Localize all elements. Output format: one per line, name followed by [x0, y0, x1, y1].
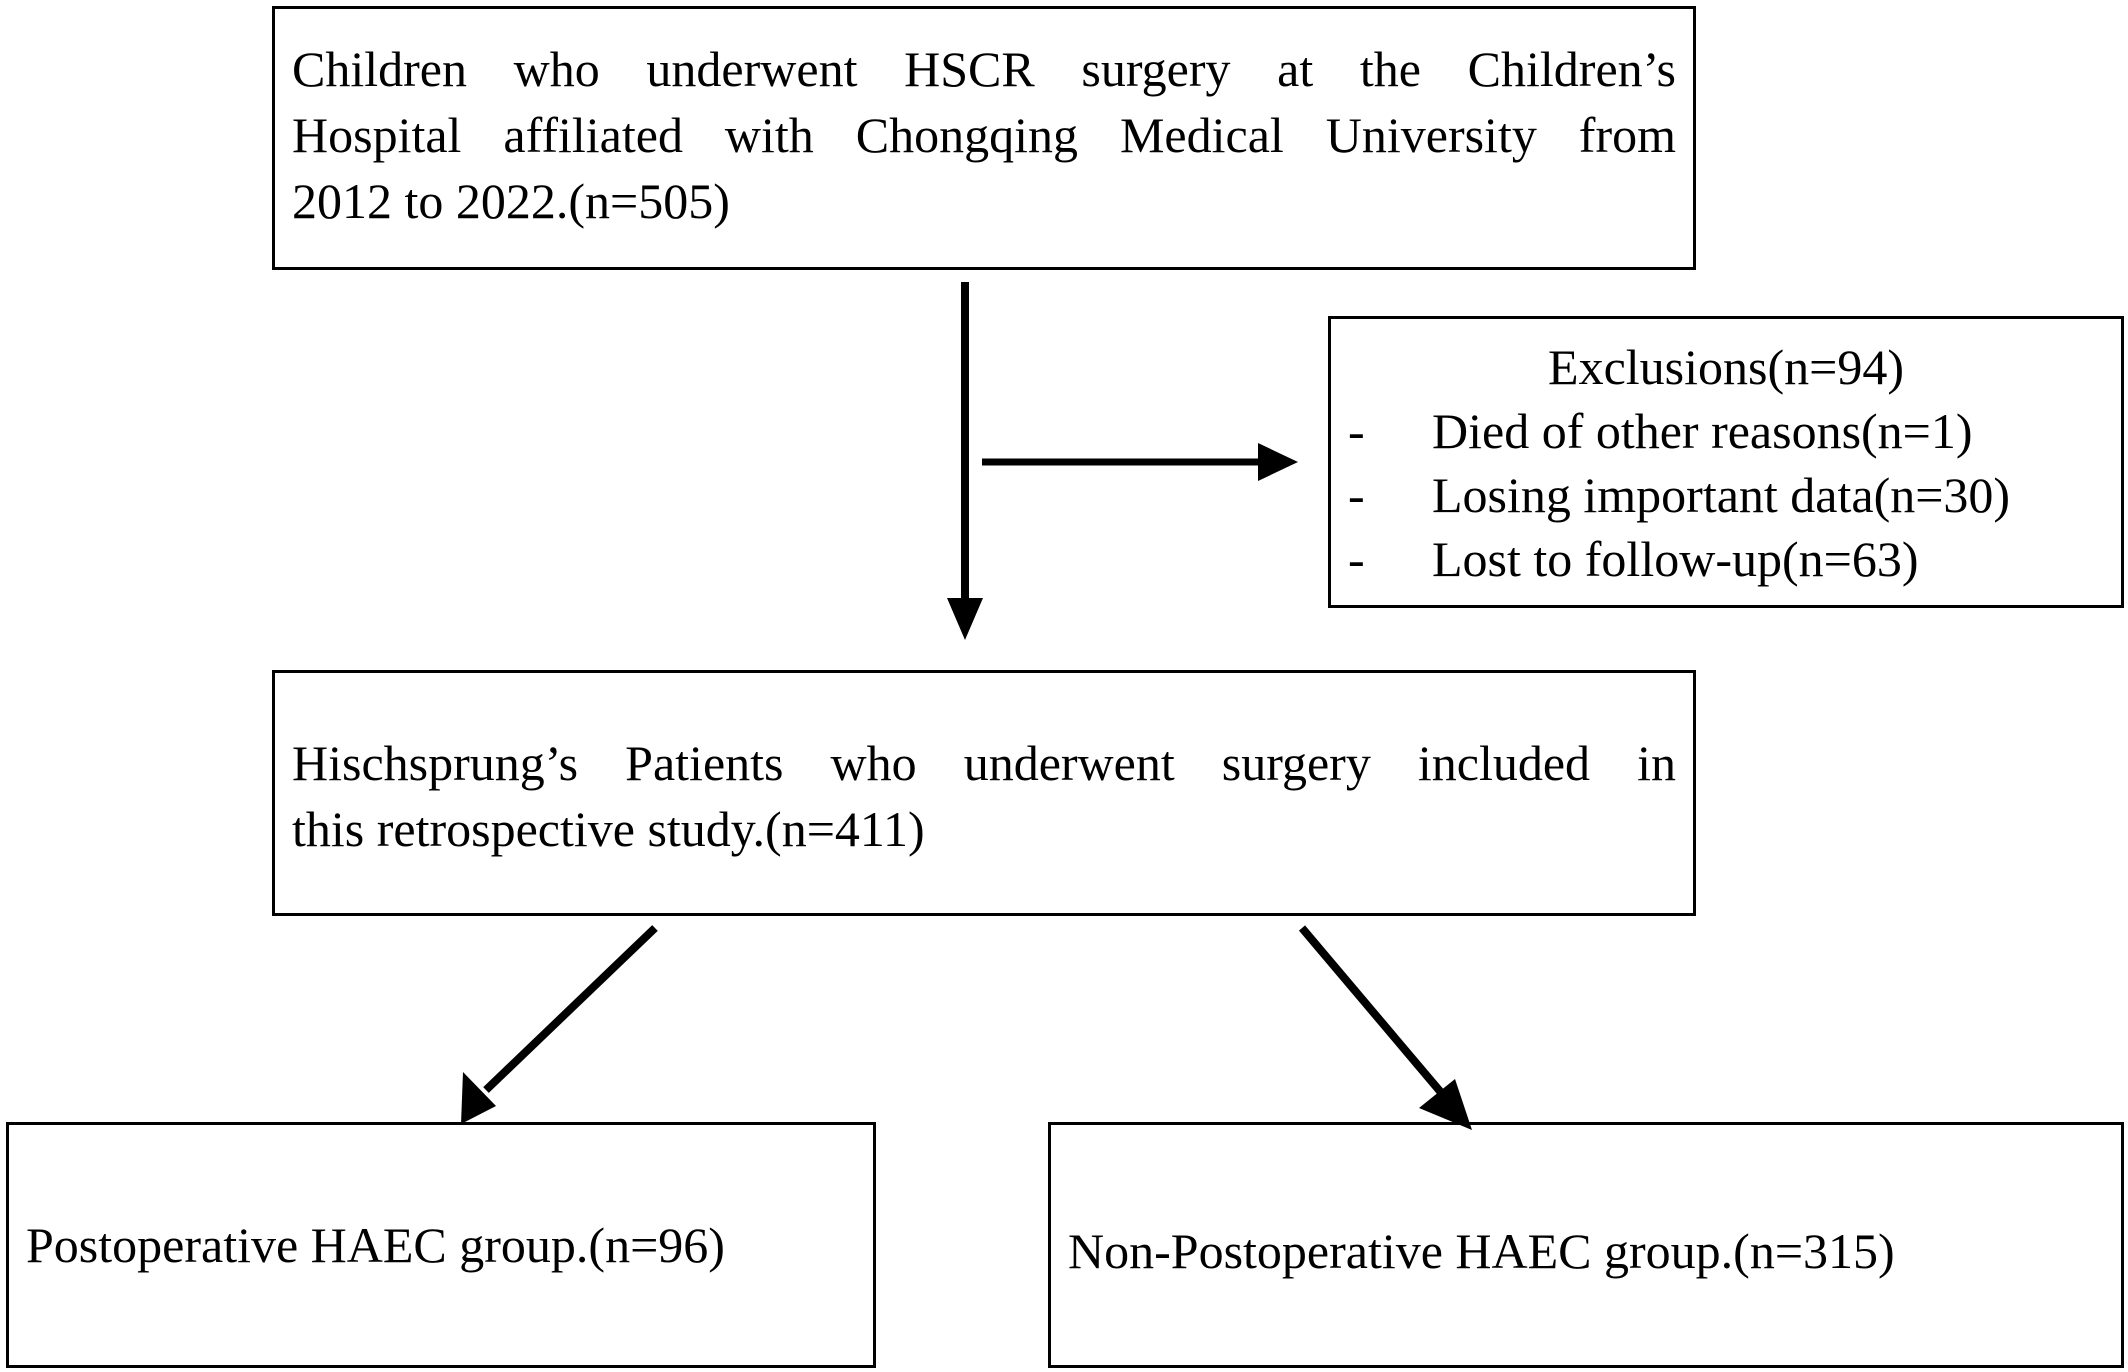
arrow-exclusions-head — [1258, 443, 1298, 481]
arrow-right-branch-head — [1419, 1079, 1472, 1130]
exclusion-item-text: Died of other reasons(n=1) — [1432, 403, 1973, 459]
exclusions-title: Exclusions(n=94) — [1548, 339, 1904, 395]
top-box-line-3: 2012 to 2022.(n=505) — [292, 173, 730, 229]
bullet-dash: - — [1348, 531, 1365, 587]
arrow-left-branch-head — [461, 1072, 496, 1124]
top-box-line-1: Children who underwent HSCR surgery at the Children’s — [292, 41, 1676, 97]
postoperative-haec-label: Postoperative HAEC group.(n=96) — [26, 1217, 725, 1273]
bullet-dash: - — [1348, 403, 1365, 459]
non-postoperative-haec-label: Non-Postoperative HAEC group.(n=315) — [1068, 1223, 1895, 1279]
arrow-right-branch-line — [1302, 928, 1444, 1096]
top-box-line-2: Hospital affiliated with Chongqing Medical University from — [292, 107, 1676, 163]
arrow-main-down-head — [947, 598, 983, 640]
bullet-dash: - — [1348, 467, 1365, 523]
middle-box-line-1: Hischsprung’s Patients who underwent surgery included in — [292, 735, 1676, 791]
exclusion-item-text: Losing important data(n=30) — [1432, 467, 2011, 523]
middle-box-line-2: this retrospective study.(n=411) — [292, 801, 925, 857]
arrow-left-branch-line — [486, 928, 655, 1090]
exclusion-item-text: Lost to follow-up(n=63) — [1432, 531, 1919, 587]
